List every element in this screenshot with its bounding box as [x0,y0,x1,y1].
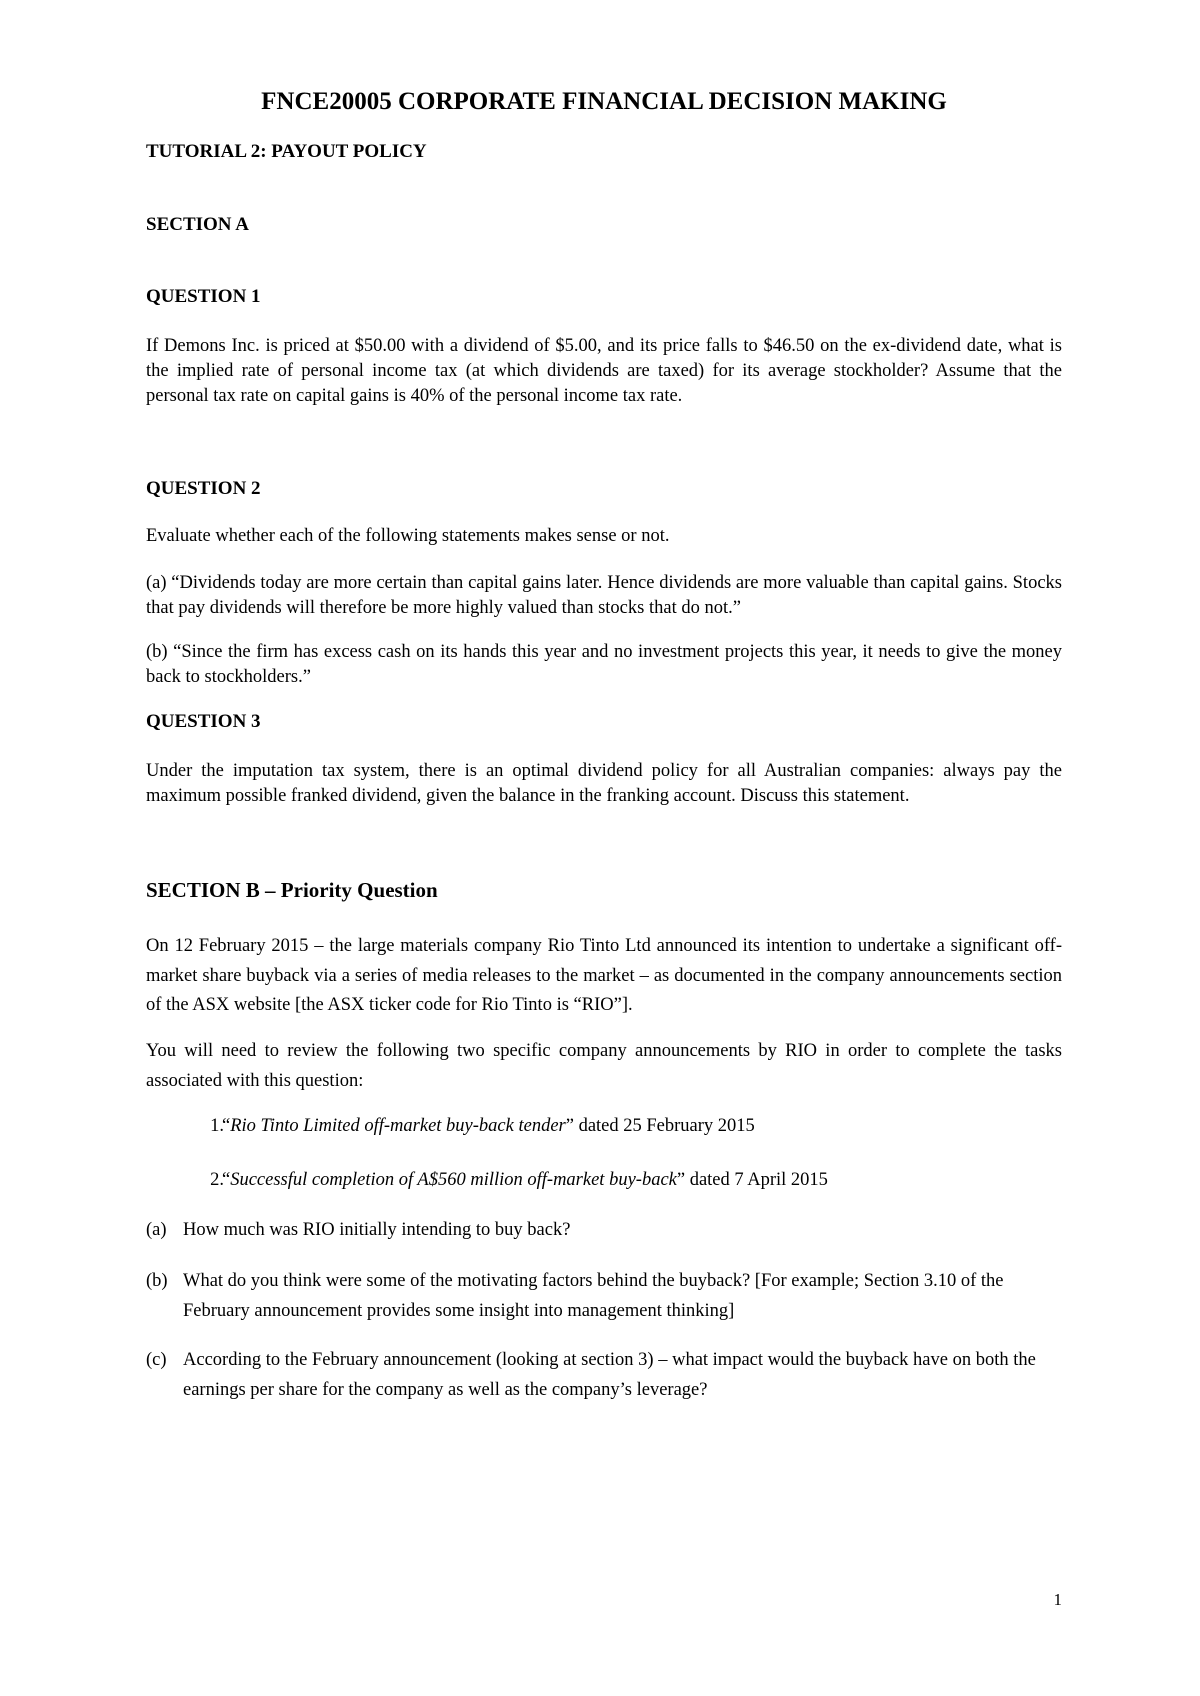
page-number: 1 [1053,1590,1062,1609]
quote-open: “ [222,1170,231,1190]
quote-open: “ [222,1116,231,1136]
announcement-item [222,1116,755,1137]
question-2-intro: Evaluate whether each of the following statements makes sense or not. [146,526,670,546]
announcement-number: 1. [210,1116,224,1136]
question-3-heading: QUESTION 3 [146,711,261,732]
section-b-heading [146,878,438,903]
task-text: According to the February announcement (looking at section 3) – what impact would the buyback have on both the earnings per share for the company as well as the company’s leverage? [183,1350,1036,1400]
announcement-item [222,1170,828,1191]
task-label: (b) [146,1271,168,1291]
question-3-text: Under the imputation tax system, there is an optimal dividend policy for all Australian companies: always pay the maximum possible franked dividend, given the balance in the franking account. Discuss this statement. [146,761,1062,806]
section-b-label: SECTION B [146,878,260,902]
question-1-heading: QUESTION 1 [146,286,261,307]
task-label: (c) [146,1350,167,1370]
announcement-title: Rio Tinto Limited off-market buy-back tender [230,1116,566,1136]
document-title: FNCE20005 CORPORATE FINANCIAL DECISION MAKING [261,88,947,115]
section-b-instructions: You will need to review the following two specific company announcements by RIO in order to complete the tasks associated with this question: [146,1041,1062,1091]
section-a-heading: SECTION A [146,214,249,235]
announcement-date: ” dated 25 February 2015 [565,1116,755,1136]
question-2-heading: QUESTION 2 [146,478,261,499]
question-1-text: If Demons Inc. is priced at $50.00 with a dividend of $5.00, and its price falls to $46.50 on the ex-dividend date, what is the implied rate of personal income tax (at which dividends are taxed) for its average stockholder? Assume that the personal tax rate on capital gains is 40% of the personal income tax rate. [146,336,1062,406]
section-b-subtitle: – Priority Question [259,878,438,902]
task-label: (a) [146,1220,167,1240]
tutorial-subtitle: TUTORIAL 2: PAYOUT POLICY [146,141,427,162]
announcement-title: Successful completion of A$560 million off-market buy-back [230,1170,677,1190]
question-2-part-b: (b) “Since the firm has excess cash on its hands this year and no investment projects this year, it needs to give the money back to stockholders.” [146,642,1062,687]
section-b-intro: On 12 February 2015 – the large materials company Rio Tinto Ltd announced its intention to undertake a significant off-market share buyback via a series of media releases to the market – as documented in the company announcements section of the ASX website [the ASX ticker code for Rio Tinto is “RIO”]. [146,936,1062,1015]
task-text: How much was RIO initially intending to buy back? [183,1220,571,1240]
task-text: What do you think were some of the motivating factors behind the buyback? [For example; Section 3.10 of the February announcement provides some insight into management thinking] [183,1271,1004,1321]
announcement-number: 2. [210,1170,224,1190]
question-2-part-a: (a) “Dividends today are more certain than capital gains later. Hence dividends are more valuable than capital gains. Stocks that pay dividends will therefore be more highly valued than stocks that do not.” [146,573,1062,618]
announcement-date: ” dated 7 April 2015 [676,1170,828,1190]
